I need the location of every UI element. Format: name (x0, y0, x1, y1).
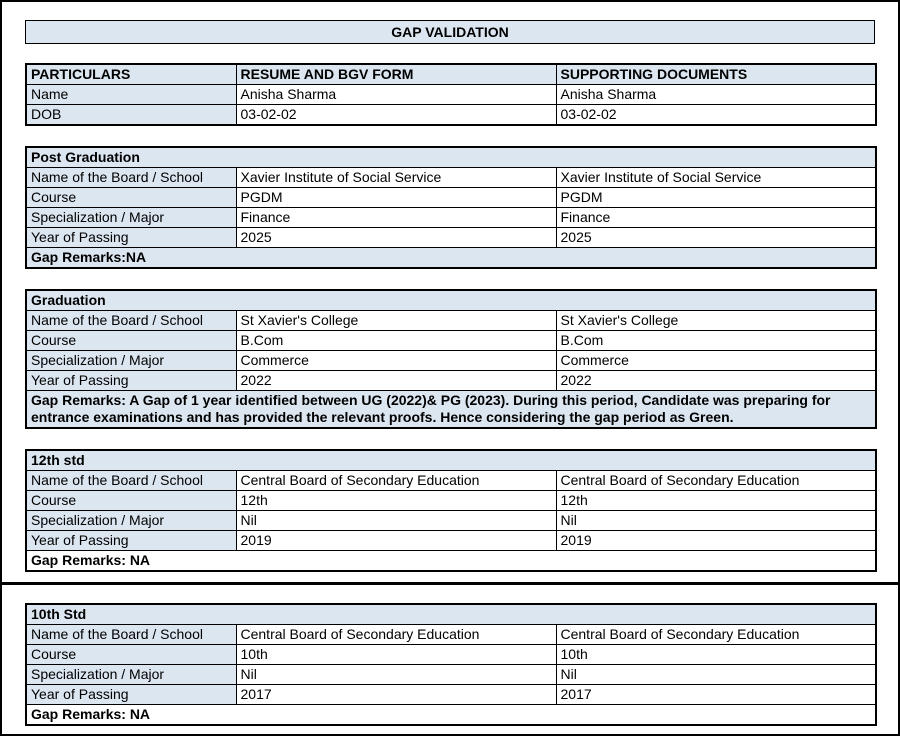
supporting-value: 03-02-02 (556, 105, 876, 126)
column-header-supporting-docs: SUPPORTING DOCUMENTS (556, 64, 876, 85)
supporting-value: St Xavier's College (556, 311, 876, 331)
supporting-value: Nil (556, 665, 876, 685)
supporting-value: 2022 (556, 371, 876, 391)
resume-value: Nil (236, 665, 556, 685)
table-row (26, 85, 876, 105)
row-label-name: Name (26, 85, 236, 105)
section-title-row (26, 147, 876, 168)
resume-value: 2017 (236, 685, 556, 705)
table-row (26, 351, 876, 371)
row-label: Course (26, 491, 236, 511)
supporting-value: Finance (556, 208, 876, 228)
table-row (26, 685, 876, 705)
gap-remarks: Gap Remarks: A Gap of 1 year identified between UG (2022)& PG (2023). During this period, Candidate was preparing for entrance examinations and has provided the relevant proofs. Hence considering the gap period as Green. (26, 391, 876, 429)
section-title-row (26, 604, 876, 625)
supporting-value: 2025 (556, 228, 876, 248)
resume-value: Central Board of Secondary Education (236, 471, 556, 491)
page-title: GAP VALIDATION (25, 20, 875, 44)
resume-value: B.Com (236, 331, 556, 351)
section-title: Post Graduation (26, 147, 876, 168)
row-label: Name of the Board / School (26, 311, 236, 331)
resume-value: 2022 (236, 371, 556, 391)
page-break-divider (2, 582, 898, 585)
table-row (26, 491, 876, 511)
row-label-dob: DOB (26, 105, 236, 126)
gap-remarks: Gap Remarks:NA (26, 248, 876, 269)
gap-remarks-row (26, 705, 876, 726)
section-title: 10th Std (26, 604, 876, 625)
table-row (26, 331, 876, 351)
column-header-particulars: PARTICULARS (26, 64, 236, 85)
supporting-value: 2017 (556, 685, 876, 705)
resume-value: 2019 (236, 531, 556, 551)
row-label: Course (26, 331, 236, 351)
candidate-info-table (25, 63, 877, 126)
row-label: Name of the Board / School (26, 168, 236, 188)
row-label: Specialization / Major (26, 351, 236, 371)
resume-value: 03-02-02 (236, 105, 556, 126)
row-label: Year of Passing (26, 228, 236, 248)
section-graduation (25, 289, 877, 429)
supporting-value: Central Board of Secondary Education (556, 471, 876, 491)
row-label: Name of the Board / School (26, 471, 236, 491)
supporting-value: Anisha Sharma (556, 85, 876, 105)
table-row (26, 625, 876, 645)
row-label: Year of Passing (26, 531, 236, 551)
row-label: Course (26, 188, 236, 208)
table-row (26, 168, 876, 188)
table-row (26, 531, 876, 551)
table-row (26, 105, 876, 126)
row-label: Course (26, 645, 236, 665)
gap-remarks-row (26, 391, 876, 429)
table-row (26, 228, 876, 248)
supporting-value: Commerce (556, 351, 876, 371)
table-header-row (26, 64, 876, 85)
table-row (26, 311, 876, 331)
supporting-value: 2019 (556, 531, 876, 551)
gap-remarks: Gap Remarks: NA (26, 705, 876, 726)
section-title-row (26, 290, 876, 311)
resume-value: Xavier Institute of Social Service (236, 168, 556, 188)
resume-value: Commerce (236, 351, 556, 371)
table-row (26, 665, 876, 685)
row-label: Specialization / Major (26, 665, 236, 685)
supporting-value: Nil (556, 511, 876, 531)
gap-remarks-row (26, 551, 876, 572)
gap-remarks-row (26, 248, 876, 269)
resume-value: St Xavier's College (236, 311, 556, 331)
table-row (26, 645, 876, 665)
supporting-value: Xavier Institute of Social Service (556, 168, 876, 188)
supporting-value: 12th (556, 491, 876, 511)
table-row (26, 208, 876, 228)
row-label: Year of Passing (26, 685, 236, 705)
row-label: Specialization / Major (26, 511, 236, 531)
resume-value: 10th (236, 645, 556, 665)
resume-value: 12th (236, 491, 556, 511)
gap-remarks: Gap Remarks: NA (26, 551, 876, 572)
resume-value: PGDM (236, 188, 556, 208)
section-title: Graduation (26, 290, 876, 311)
resume-value: Finance (236, 208, 556, 228)
supporting-value: Central Board of Secondary Education (556, 625, 876, 645)
section-post-graduation (25, 146, 877, 269)
section-10th-std (25, 603, 877, 726)
row-label: Name of the Board / School (26, 625, 236, 645)
row-label: Specialization / Major (26, 208, 236, 228)
resume-value: Central Board of Secondary Education (236, 625, 556, 645)
section-title-row (26, 450, 876, 471)
column-header-resume-bgv: RESUME AND BGV FORM (236, 64, 556, 85)
table-row (26, 188, 876, 208)
supporting-value: PGDM (556, 188, 876, 208)
section-title: 12th std (26, 450, 876, 471)
resume-value: 2025 (236, 228, 556, 248)
resume-value: Nil (236, 511, 556, 531)
supporting-value: 10th (556, 645, 876, 665)
table-row (26, 511, 876, 531)
row-label: Year of Passing (26, 371, 236, 391)
section-12th-std (25, 449, 877, 572)
table-row (26, 471, 876, 491)
supporting-value: B.Com (556, 331, 876, 351)
table-row (26, 371, 876, 391)
resume-value: Anisha Sharma (236, 85, 556, 105)
